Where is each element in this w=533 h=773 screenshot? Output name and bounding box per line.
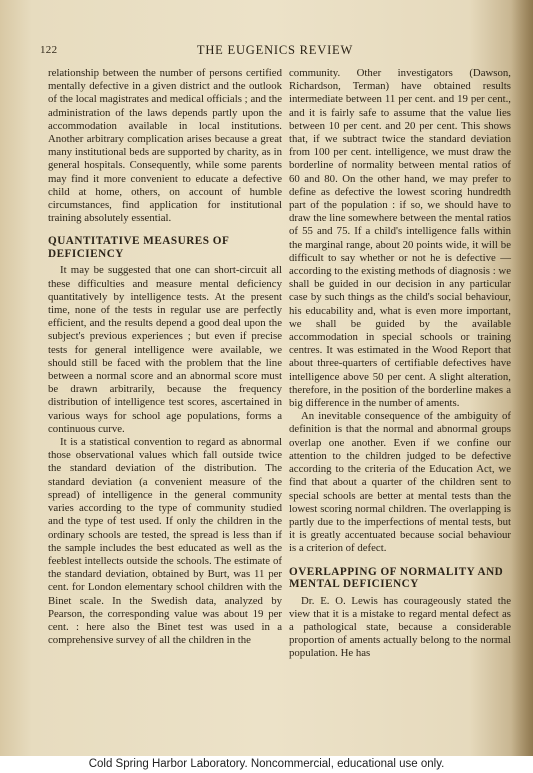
right-column — [289, 67, 511, 661]
left-paragraph-1: relationship between the number of persons certified mentally defective in a given district and the outlook of the local magistrates and medical officials ; and the administration of the laws depends partly upon the accommodation available in local institutions. Another arbitrary complication arises because a great many institutional beds are supported by charity, as in general hospitals. Consequently, while some parents may find it more convenient to educate a defective child at home, others, on account of humble circumstances, find application for institutional training absolutely essential. — [48, 67, 282, 225]
section-heading-overlapping: OVERLAPPING OF NORMALITY AND MENTAL DEFICIENCY — [289, 565, 504, 591]
page-number: 122 — [40, 44, 58, 56]
page-header — [40, 44, 510, 60]
left-paragraph-3: It is a statistical convention to regard as abnormal those observational values which fall outside twice the standard deviation of the distribution. The standard deviation (a convenient measure of the spread) of intelligence in the general community varies according to the type of community studied and the type of test used. If only the children in the ordinary schools are tested, the spread is less than if the sample includes the best educated as well as the feeblest intellects outside the schools. The estimate of the standard deviation, obtained by Burt, was 11 per cent. for London elementary school children with the Binet scale. In the Swedish data, analyzed by Pearson, the corresponding value was about 19 per cent. : here also the Binet test was used in a comprehensive survey of all the children in the — [48, 436, 282, 647]
section-heading-quantitative-measures: QUANTITATIVE MEASURES OF DEFICIENCY — [48, 235, 229, 260]
archive-caption: Cold Spring Harbor Laboratory. Noncommercial, educational use only. — [0, 756, 533, 773]
right-paragraph-1: community. Other investigators (Dawson, Richardson, Terman) have obtained results intermediate between 11 per cent. and 19 per cent., and it is fairly safe to assume that the value lies between 10 per cent. and 20 per cent. This shows that, if we subtract twice the standard deviation from 100 per cent. intelligence, we must draw the borderline of normality between mental ratios of 60 and 80. On the other hand, we may prefer to define as defective the lowest scoring hundredth part of the population : if so, we should have to draw the line somewhere between the mental ratios of 55 and 75. If a child's intelligence falls within the marginal range, about 20 points wide, it will be difficult to say whether or not he is defective —according to the existing methods of diagnosis : we shall be guided in our decision in any particular case by such things as the child's social behaviour, his educability and, what is even more important, we shall be guided by the available accommodation in special schools or training centres. It was estimated in the Wood Report that about three-quarters of certifiable defectives have intelligence above 50 per cent. A slight alteration, therefore, in the position of the borderline makes a big difference in the number of aments. — [289, 67, 511, 410]
right-paragraph-3: Dr. E. O. Lewis has courageously stated the view that it is a mistake to regard mental defect as a pathological state, because a considerable proportion of aments actually belong to the normal population. He has — [289, 594, 511, 660]
left-column — [48, 67, 282, 647]
left-paragraph-2: It may be suggested that one can short-circuit all these difficulties and measure mental deficiency quantitatively by intelligence tests. At the present time, none of the tests in regular use are perfectly efficient, and the results depend a good deal upon the subject's previous experiences ; but even if precise tests for general intelligence were available, we should still be faced with the problem that the line between a normal score and an abnormal score must be drawn arbitrarily, because the frequency distribution of intelligence test scores, ascertained in various ways for school age populations, forms a continuous curve. — [48, 264, 282, 435]
running-title: THE EUGENICS REVIEW — [196, 43, 354, 57]
page-binding-shadow — [511, 0, 533, 756]
right-paragraph-2: An inevitable consequence of the ambiguity of definition is that the normal and abnormal groups overlap one another. Even if we confine our attention to the children judged to be defective according to the criteria of the Education Act, we find that about a quarter of the children sent to special schools are better at mental tests than the lowest scoring normal children. The overlapping is partly due to the imperfections of mental tests, but it is greatly accentuated because social behaviour is a criterion of defect. — [289, 410, 511, 555]
